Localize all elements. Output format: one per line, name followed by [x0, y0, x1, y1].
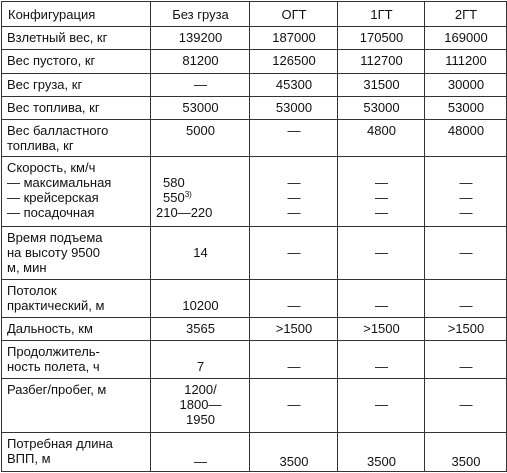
cell	[250, 27, 338, 50]
row-label	[2, 280, 151, 318]
cell	[425, 280, 507, 318]
cell	[425, 226, 507, 280]
cell-value: —	[287, 123, 301, 139]
row-label-line: — посадочная	[7, 204, 95, 220]
cell-value: 112700	[360, 53, 403, 69]
row-label-line: Взлетный вес, кг	[7, 30, 108, 45]
cell-value	[156, 344, 245, 359]
cell-value	[343, 283, 420, 298]
row-label-line: практический, м	[7, 298, 105, 314]
cell-value: —	[459, 359, 473, 375]
cell-value: 170500	[359, 30, 404, 45]
cell-value	[156, 283, 245, 298]
cell	[425, 96, 507, 119]
cell	[338, 341, 425, 379]
cell-value: —	[375, 189, 388, 205]
cell	[151, 96, 250, 119]
cell-value: 187000	[272, 30, 316, 45]
cell	[338, 27, 425, 50]
table-row	[2, 378, 507, 433]
cell-value: 580	[163, 174, 185, 190]
column-header-configuration: Конфигурация	[2, 2, 151, 27]
cell-value: —	[287, 174, 301, 190]
cell	[425, 27, 507, 50]
cell-value	[163, 160, 245, 175]
cell-value: 550	[163, 189, 185, 205]
cell-value: 81200	[182, 53, 219, 69]
cell-value: —	[194, 454, 207, 469]
row-label	[2, 433, 151, 472]
row-label-line: Время подъема	[7, 229, 103, 245]
table-row	[2, 317, 507, 340]
cell-value: —	[375, 244, 388, 260]
row-label-line: — максимальная	[7, 174, 112, 190]
row-label	[2, 378, 151, 433]
table-row	[2, 120, 507, 156]
cell	[250, 156, 338, 226]
cell-value: —	[287, 359, 301, 375]
cell	[151, 378, 250, 433]
cell-value	[430, 230, 502, 245]
cell-value: —	[287, 244, 301, 260]
cell-value	[430, 382, 502, 397]
cell	[250, 73, 338, 96]
cell-value: 1800—	[179, 396, 222, 412]
cell-value	[430, 344, 502, 359]
cell-value: 31500	[363, 76, 400, 92]
cell-value: —	[375, 359, 388, 375]
cell	[425, 73, 507, 96]
cell-value: 126500	[272, 53, 316, 69]
cell-value: 1200/	[184, 381, 217, 397]
cell	[151, 280, 250, 318]
row-label-line: на высоту 9500	[7, 244, 100, 260]
cell-value: 53000	[275, 99, 313, 115]
cell	[250, 96, 338, 119]
row-label	[2, 27, 151, 50]
table-row	[2, 226, 507, 280]
row-label	[2, 73, 151, 96]
cell	[250, 433, 338, 472]
cell-value: 1950	[186, 411, 215, 427]
cell	[151, 156, 250, 226]
column-header-ogt: ОГТ	[250, 2, 338, 27]
cell-value: 139200	[178, 30, 223, 45]
cell-value	[255, 283, 333, 298]
cell-value	[343, 230, 420, 245]
cell	[425, 433, 507, 472]
cell-value: 10200	[182, 298, 219, 314]
cell-value	[430, 283, 502, 298]
cell	[338, 433, 425, 472]
cell-value-with-footnote	[163, 190, 245, 205]
cell	[250, 226, 338, 280]
cell	[338, 156, 425, 226]
cell-value: 53000	[182, 99, 219, 115]
table-row	[2, 341, 507, 379]
cell	[425, 378, 507, 433]
table-row	[2, 156, 507, 226]
cell-value: —	[287, 298, 301, 314]
row-label	[2, 156, 151, 226]
cell-value: 3565	[186, 320, 215, 336]
cell	[151, 27, 250, 50]
cell-value: 53000	[363, 99, 400, 115]
row-label-line: м, мин	[7, 259, 47, 275]
cell	[151, 317, 250, 340]
cell	[250, 317, 338, 340]
cell-value: 48000	[447, 123, 485, 139]
cell-value: 3500	[451, 454, 481, 469]
cell-value	[343, 160, 420, 175]
table-row	[2, 280, 507, 318]
cell-value: >1500	[363, 320, 400, 336]
cell	[338, 378, 425, 433]
row-label-line: ВПП, м	[7, 451, 51, 467]
cell-value: —	[375, 204, 388, 220]
cell	[338, 317, 425, 340]
cell-value	[156, 230, 245, 245]
row-label-line: топлива, кг	[7, 138, 74, 154]
row-label-line: Скорость, км/ч	[7, 159, 96, 175]
cell-value: >1500	[275, 320, 313, 336]
header-row	[2, 2, 507, 27]
cell-value	[343, 382, 420, 397]
cell-value: —	[459, 396, 473, 412]
cell-value: 30000	[447, 76, 485, 92]
cell-value: 3500	[279, 454, 309, 469]
cell-value: 53000	[447, 99, 485, 115]
cell-value: —	[459, 204, 473, 220]
column-header-no-cargo: Без груза	[151, 2, 250, 27]
row-label-line: Вес пустого, кг	[7, 53, 96, 69]
row-label-line: Вес топлива, кг	[7, 99, 100, 115]
cell-value	[255, 344, 333, 359]
table-row	[2, 50, 507, 73]
cell	[338, 96, 425, 119]
cell	[151, 50, 250, 73]
table-row	[2, 27, 507, 50]
cell	[151, 226, 250, 280]
cell	[425, 156, 507, 226]
cell-value: 169000	[444, 30, 488, 45]
cell-value: 7	[196, 359, 205, 375]
cell-value: 210—220	[156, 204, 213, 220]
cell-value: —	[459, 244, 473, 260]
cell	[151, 433, 250, 472]
row-label	[2, 50, 151, 73]
cell-value: —	[459, 174, 473, 190]
cell	[338, 73, 425, 96]
column-header-2gt: 2ГТ	[425, 2, 507, 27]
row-label	[2, 96, 151, 119]
cell-value: 14	[193, 244, 208, 260]
row-label-line: — крейсерская	[7, 189, 99, 205]
cell	[151, 73, 250, 96]
cell-value	[255, 160, 333, 175]
table-row	[2, 73, 507, 96]
cell	[338, 226, 425, 280]
cell-value: 45300	[275, 76, 313, 92]
row-label-line: Вес балластного	[7, 123, 109, 139]
cell-value: >1500	[447, 320, 485, 336]
cell-value	[255, 382, 333, 397]
row-label-line: Потолок	[7, 283, 57, 299]
row-label-line: ность полета, ч	[7, 359, 100, 375]
row-label	[2, 120, 151, 156]
cell-value: 111200	[445, 53, 487, 69]
row-label	[2, 317, 151, 340]
row-label-line: Разбег/пробег, м	[7, 381, 107, 397]
cell	[425, 50, 507, 73]
cell	[250, 378, 338, 433]
cell	[338, 50, 425, 73]
cell-value: 5000	[186, 123, 215, 139]
cell	[250, 341, 338, 379]
cell	[425, 317, 507, 340]
row-label-line: Продолжитель-	[7, 344, 100, 360]
cell	[250, 50, 338, 73]
cell	[425, 120, 507, 156]
cell-value: —	[287, 189, 301, 205]
column-header-1gt: 1ГТ	[338, 2, 425, 27]
row-label	[2, 226, 151, 280]
cell-value: 4800	[367, 123, 396, 139]
row-label	[2, 341, 151, 379]
row-label-line: Вес груза, кг	[7, 76, 83, 92]
row-label-line: Потребная длина	[7, 436, 113, 452]
cell-value	[255, 230, 333, 245]
cell-value: —	[375, 396, 388, 412]
cell	[151, 341, 250, 379]
cell-value	[343, 344, 420, 359]
cell-value: —	[287, 396, 301, 412]
cell	[151, 120, 250, 156]
cell-value: —	[375, 298, 388, 314]
cell	[338, 120, 425, 156]
cell	[250, 280, 338, 318]
footnote-marker: 3)	[184, 189, 192, 199]
specs-table	[1, 1, 507, 472]
cell-value: 3500	[367, 454, 396, 469]
row-label-line: Дальность, км	[7, 320, 93, 336]
cell-value: —	[459, 189, 473, 205]
cell-value: —	[194, 76, 207, 92]
cell-value: —	[287, 204, 301, 220]
table-row	[2, 96, 507, 119]
cell-value: —	[375, 174, 388, 190]
cell	[250, 120, 338, 156]
cell	[338, 280, 425, 318]
cell-value: —	[459, 298, 473, 314]
cell-value	[430, 160, 502, 175]
cell	[425, 341, 507, 379]
table-row	[2, 433, 507, 472]
